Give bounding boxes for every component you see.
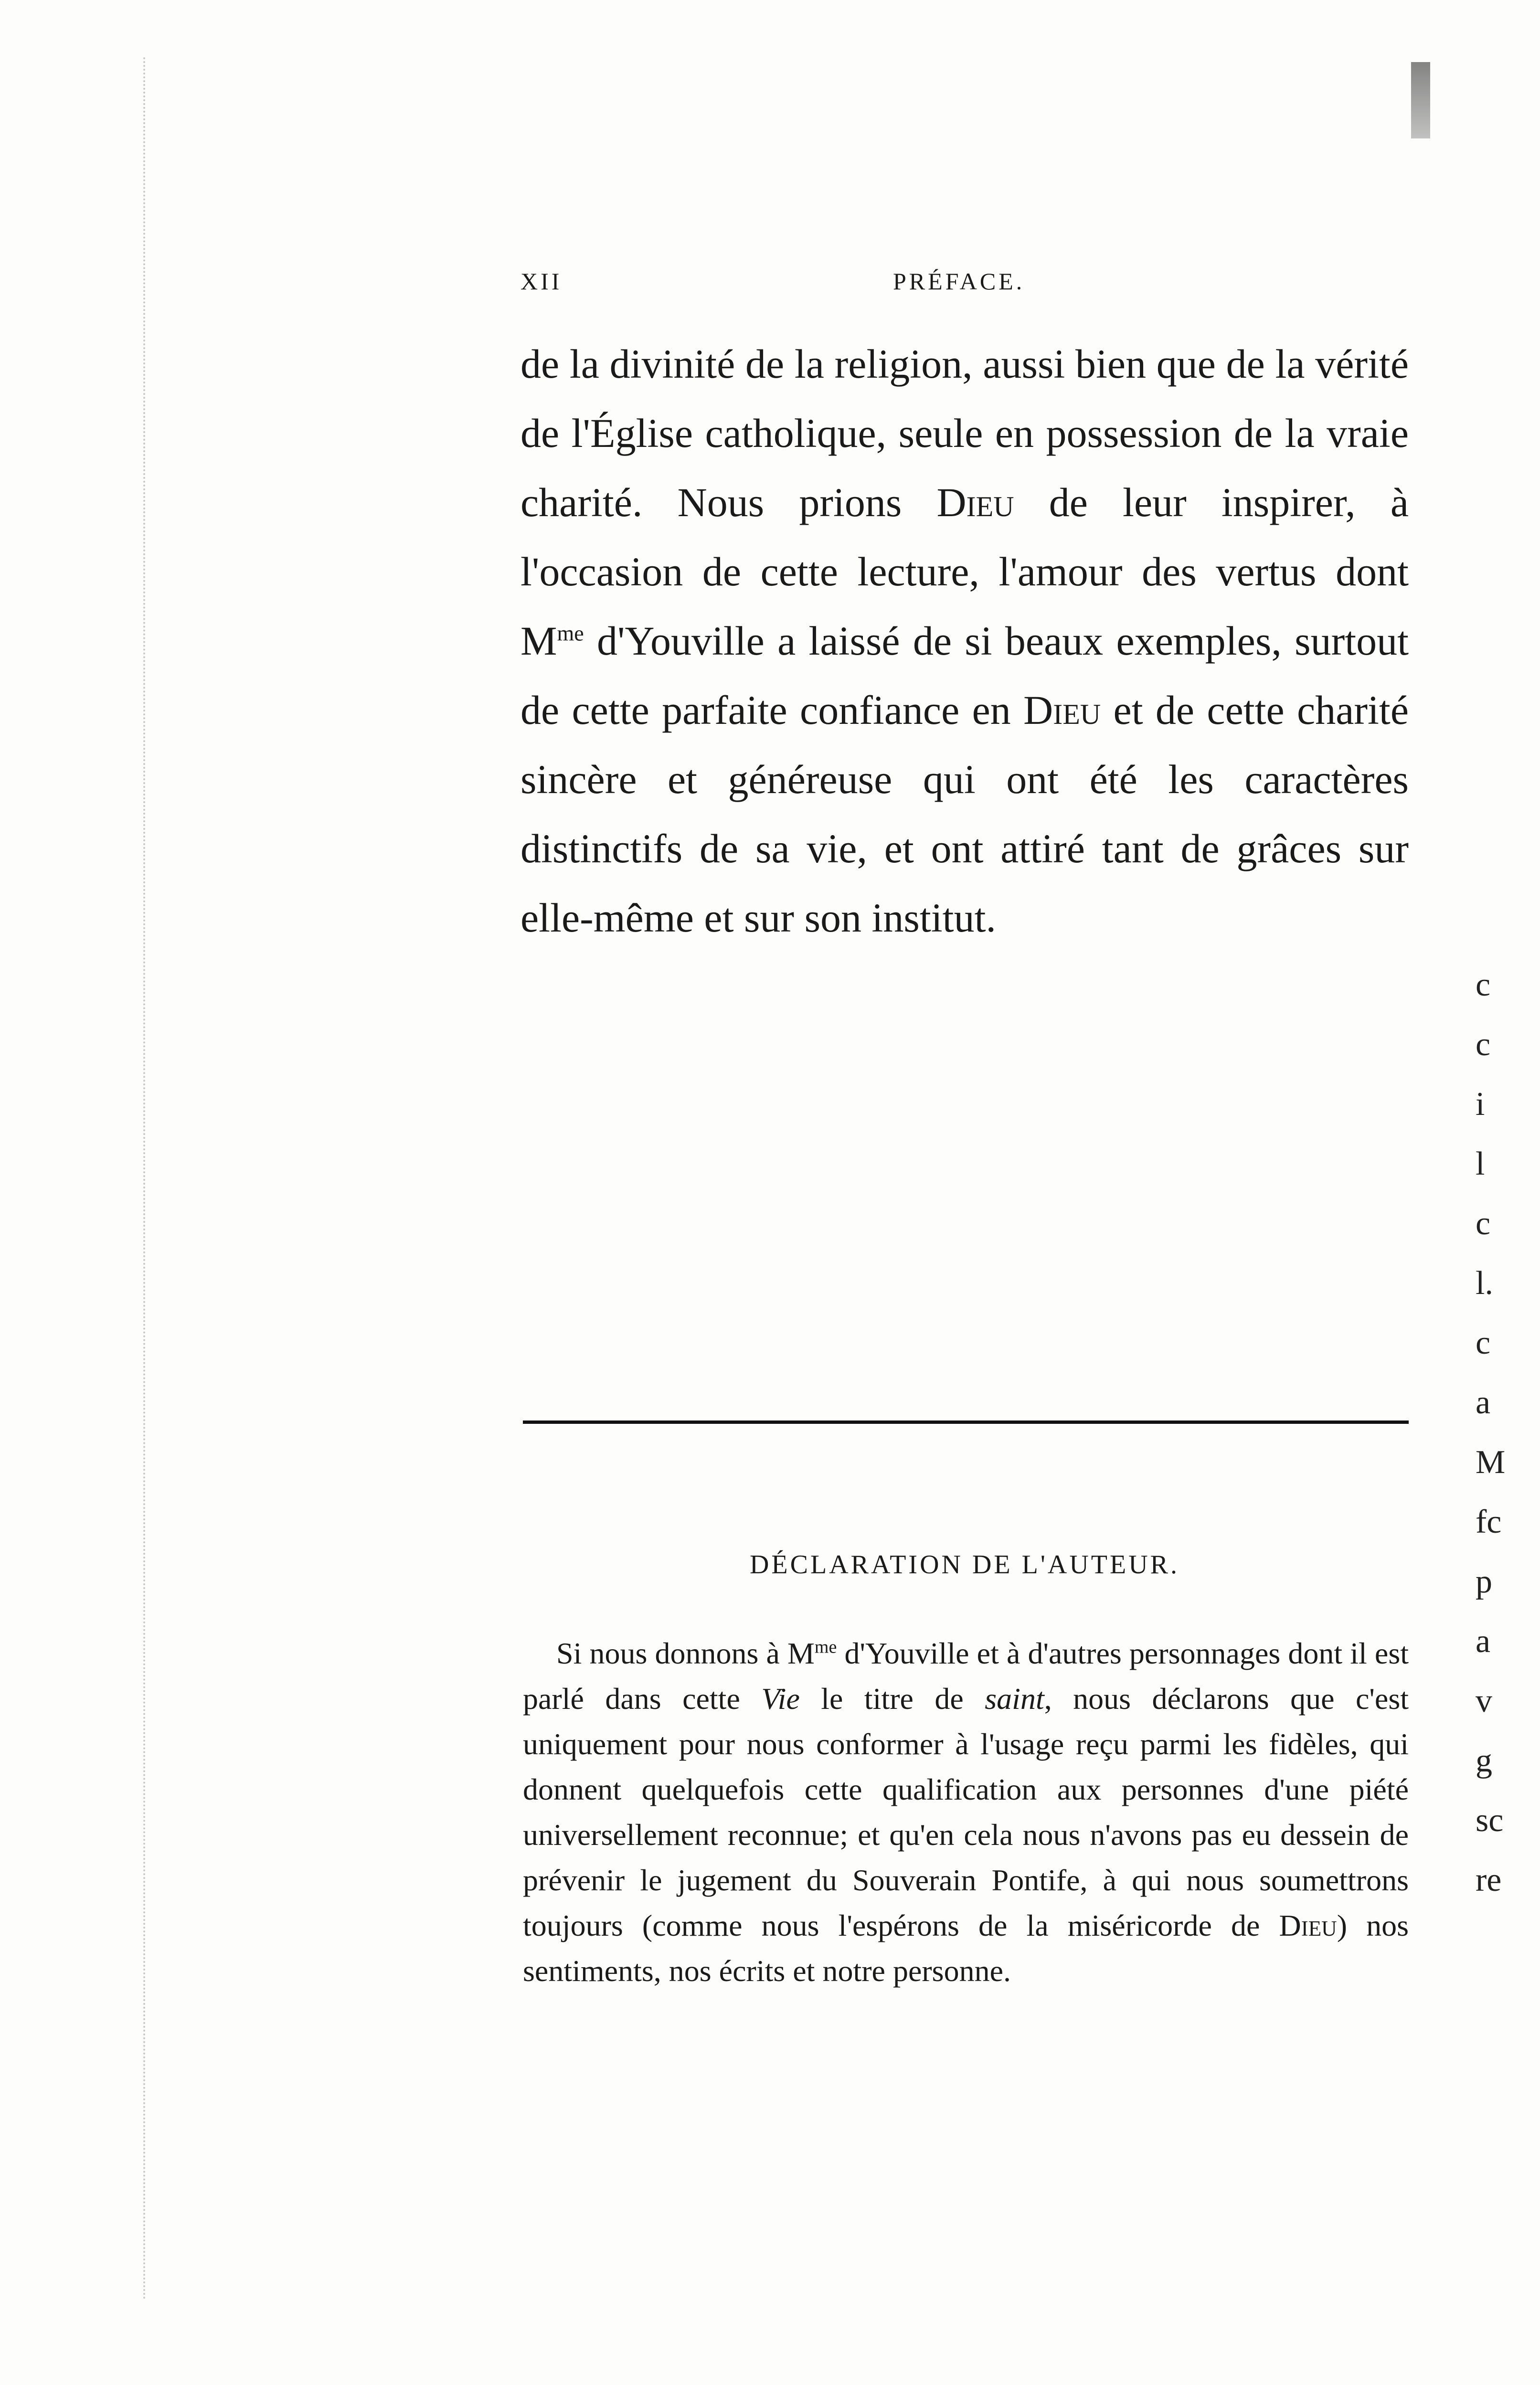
facing-page-fragments [1476, 955, 1538, 1910]
superscript: me [814, 1637, 837, 1657]
text-segment: le titre de [799, 1682, 985, 1716]
margin-fragment: sc [1476, 1802, 1504, 1839]
margin-fragment: p [1476, 1563, 1492, 1600]
text-segment: de la divinité de la religion, aussi bien que de la vérité de l'Église catholique, seule en possession de la vraie charité. Nous prions [520, 341, 1409, 525]
dieu-small-caps: Dieu [1279, 1908, 1337, 1942]
margin-fragment: c [1476, 1325, 1491, 1361]
text-segment: d'Youville et à d'autres personnages dont il est parlé dans cette [523, 1636, 1409, 1716]
margin-fragment: l. [1476, 1265, 1493, 1302]
margin-fragment: g [1476, 1742, 1492, 1779]
margin-fragment: M [1476, 1444, 1506, 1481]
margin-fragment: a [1476, 1623, 1491, 1660]
section-rule [523, 1420, 1409, 1424]
margin-fragment: c [1476, 966, 1491, 1003]
text-segment: et de cette charité sincère et généreuse qui ont été les caractères distinctifs de sa vie, et ont attiré tant de grâces sur elle-même et sur son institut. [520, 687, 1409, 941]
margin-fragment: l [1476, 1145, 1485, 1182]
page-edge-shadow [1411, 62, 1430, 138]
superscript: me [557, 621, 584, 646]
running-title: PRÉFACE. [893, 268, 1025, 295]
preface-paragraph [520, 329, 1409, 953]
dieu-small-caps: Dieu [1023, 687, 1101, 733]
italic-saint: saint [985, 1682, 1044, 1716]
margin-fragment: i [1476, 1086, 1485, 1123]
italic-vie: Vie [761, 1682, 800, 1716]
text-segment: de leur inspirer, à l'occasion de cette lecture, l'amour des vertus dont M [520, 479, 1409, 664]
margin-fragment: fc [1476, 1504, 1502, 1540]
dieu-small-caps: Dieu [936, 479, 1014, 525]
text-segment: Si nous donnons à M [556, 1636, 815, 1670]
text-segment: , nous déclarons que c'est uniquement pour nous conformer à l'usage reçu parmi les fidèles, qui donnent quelquefois cette qualification aux personnes d'une piété universellement reconnue; et qu'en cela nous n'avons pas eu dessein de prévenir le jugement du Souverain Pontife, à qui nous soumettrons toujours (comme nous l'espérons de la miséricorde de [523, 1682, 1409, 1942]
margin-fragment: c [1476, 1026, 1491, 1063]
margin-fragment: a [1476, 1384, 1491, 1421]
margin-fragment: c [1476, 1205, 1491, 1242]
margin-fragment: re [1476, 1862, 1502, 1898]
running-head [520, 267, 1409, 310]
text-segment: ) nos sentiments, nos écrits et notre personne. [523, 1908, 1409, 1988]
page-number: XII [520, 268, 563, 295]
binding-edge [143, 57, 164, 2301]
declaration-paragraph [523, 1631, 1409, 1993]
declaration-title: DÉCLARATION DE L'AUTEUR. [749, 1550, 1179, 1579]
text-segment: d'Youville a laissé de si beaux exemples, surtout de cette parfaite confiance en [520, 618, 1409, 733]
margin-fragment: v [1476, 1683, 1492, 1719]
